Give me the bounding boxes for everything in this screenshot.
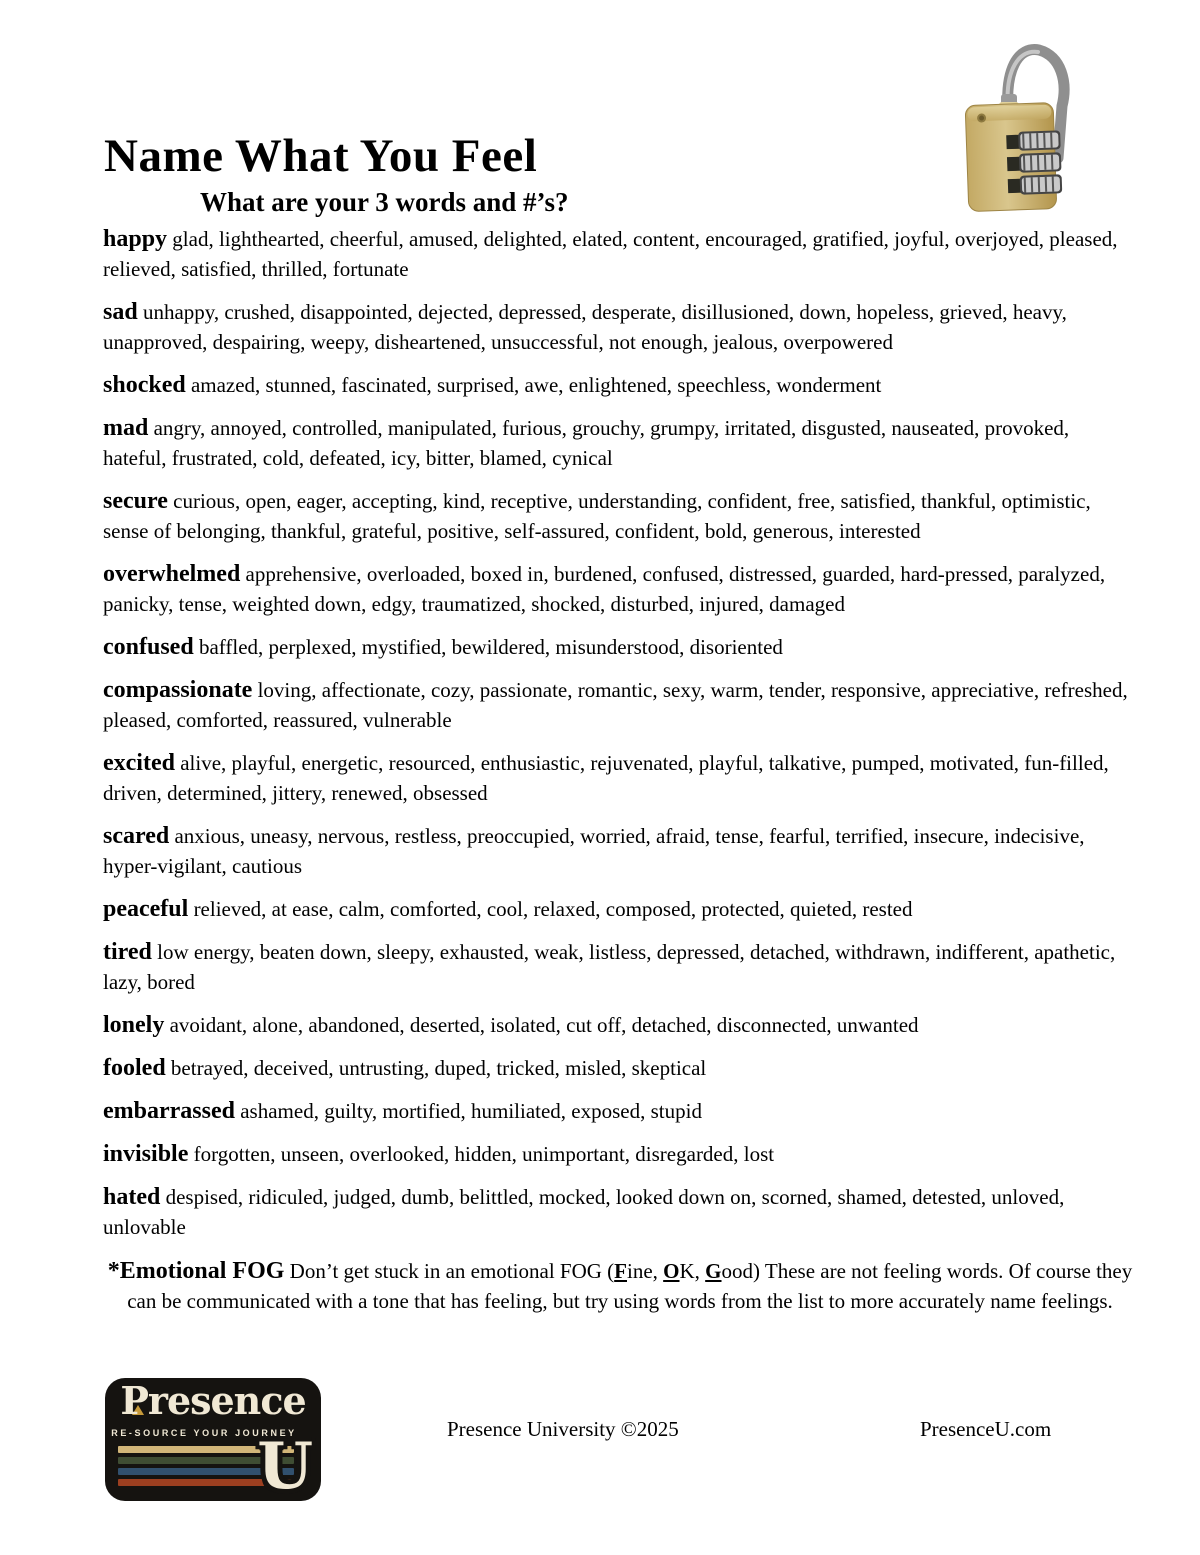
feeling-term: lonely: [103, 1012, 165, 1038]
emotional-fog-note: [103, 1256, 1137, 1316]
feeling-words: angry, annoyed, controlled, manipulated, furious, grouchy, grumpy, irritated, disgusted, nauseated, provoked, hateful, frustrated, cold, defeated, icy, bitter, blamed, cynical: [103, 416, 1070, 470]
fog-note-text: K,: [679, 1259, 706, 1283]
feeling-entry-invisible: [103, 1139, 1137, 1169]
feeling-entry-sad: [103, 297, 1137, 357]
feeling-words: avoidant, alone, abandoned, deserted, isolated, cut off, detached, disconnected, unwanted: [169, 1013, 919, 1037]
feeling-entry-embarrassed: [103, 1096, 1137, 1126]
feeling-words: curious, open, eager, accepting, kind, receptive, understanding, confident, free, satisfied, thankful, optimistic, sense of belonging, thankful, grateful, positive, self-assured, confident, bold, generous, interested: [103, 489, 1091, 543]
feeling-term: mad: [103, 415, 149, 441]
feeling-term: compassionate: [103, 677, 253, 703]
feelings-list: [103, 224, 1137, 1316]
feeling-words: betrayed, deceived, untrusting, duped, tricked, misled, skeptical: [170, 1056, 707, 1080]
fog-underlined-f: F: [614, 1259, 627, 1283]
combination-padlock-icon: [952, 38, 1102, 216]
feeling-term: invisible: [103, 1141, 189, 1167]
feeling-entry-excited: [103, 748, 1137, 808]
feeling-words: glad, lighthearted, cheerful, amused, delighted, elated, content, encouraged, gratified, joyful, overjoyed, pleased, relieved, satisfied, thrilled, fortunate: [103, 227, 1118, 281]
feeling-words: loving, affectionate, cozy, passionate, romantic, sexy, warm, tender, responsive, appreciative, refreshed, pleased, comforted, reassured, vulnerable: [103, 678, 1128, 732]
feeling-entry-peaceful: [103, 894, 1137, 924]
feeling-words: anxious, uneasy, nervous, restless, preoccupied, worried, afraid, tense, fearful, terrified, insecure, indecisive, hyper-vigilant, cautious: [103, 824, 1085, 878]
feeling-entry-mad: [103, 413, 1137, 473]
fog-note-text: ) These are not feeling words. Of course they can be communicated with a tone that has feeling, but try using words from the list to more accurately name feelings.: [127, 1259, 1133, 1313]
feeling-entry-overwhelmed: [103, 559, 1137, 619]
logo-brand-text: Presence: [120, 1378, 306, 1423]
feeling-term: secure: [103, 488, 168, 514]
feeling-term: embarrassed: [103, 1098, 235, 1124]
feeling-term: excited: [103, 750, 175, 776]
feeling-term: hated: [103, 1184, 161, 1210]
page-title: Name What You Feel: [104, 130, 538, 183]
fog-note-text: Don’t get stuck in an emotional FOG (: [284, 1259, 615, 1283]
feeling-entry-confused: [103, 632, 1137, 662]
fog-underlined-g: G: [705, 1259, 722, 1283]
feeling-entry-happy: [103, 224, 1137, 284]
fog-note-text: ood: [721, 1259, 754, 1283]
presence-u-logo: [105, 1378, 321, 1501]
fog-note-lead: *Emotional FOG: [107, 1258, 285, 1284]
fog-note-text: ine,: [627, 1259, 664, 1283]
feeling-term: happy: [103, 226, 168, 252]
feeling-words: apprehensive, overloaded, boxed in, burdened, confused, distressed, guarded, hard-pressed, paralyzed, panicky, tense, weighted down, edgy, traumatized, shocked, disturbed, injured, damaged: [103, 562, 1106, 616]
feeling-term: scared: [103, 823, 170, 849]
logo-u-letter: U: [257, 1429, 313, 1501]
feeling-words: ashamed, guilty, mortified, humiliated, exposed, stupid: [240, 1099, 702, 1123]
footer-copyright: Presence University ©2025: [447, 1417, 679, 1441]
feeling-term: sad: [103, 299, 138, 325]
feeling-term: shocked: [103, 372, 186, 398]
feeling-term: tired: [103, 939, 152, 965]
feeling-term: fooled: [103, 1055, 166, 1081]
feeling-term: overwhelmed: [103, 561, 241, 587]
feeling-words: relieved, at ease, calm, comforted, cool, relaxed, composed, protected, quieted, rested: [193, 897, 913, 921]
fog-underlined-o: O: [663, 1259, 680, 1283]
feeling-entry-fooled: [103, 1053, 1137, 1083]
feeling-entry-compassionate: [103, 675, 1137, 735]
feeling-words: despised, ridiculed, judged, dumb, belittled, mocked, looked down on, scorned, shamed, detested, unloved, unlovable: [103, 1185, 1065, 1239]
page-subtitle: What are your 3 words and #’s?: [200, 187, 569, 218]
feeling-entry-hated: [103, 1182, 1137, 1242]
feeling-entry-lonely: [103, 1010, 1137, 1040]
feeling-entry-scared: [103, 821, 1137, 881]
logo-tagline: RE-SOURCE YOUR JOURNEY: [111, 1428, 297, 1438]
feeling-term: confused: [103, 634, 194, 660]
footer-website-link[interactable]: PresenceU.com: [920, 1417, 1052, 1441]
feeling-words: alive, playful, energetic, resourced, enthusiastic, rejuvenated, playful, talkative, pumped, motivated, fun-filled, driven, determined, jittery, renewed, obsessed: [103, 751, 1109, 805]
feeling-words: amazed, stunned, fascinated, surprised, awe, enlightened, speechless, wonderment: [190, 373, 882, 397]
feeling-entry-shocked: [103, 370, 1137, 400]
feeling-words: unhappy, crushed, disappointed, dejected, depressed, desperate, disillusioned, down, hopeless, grieved, heavy, unapproved, despairing, weepy, disheartened, unsuccessful, not enough, jealous, overpowered: [103, 300, 1067, 354]
feeling-words: baffled, perplexed, mystified, bewildered, misunderstood, disoriented: [198, 635, 783, 659]
feeling-words: low energy, beaten down, sleepy, exhausted, weak, listless, depressed, detached, withdrawn, indifferent, apathetic, lazy, bored: [103, 940, 1116, 994]
feeling-term: peaceful: [103, 896, 189, 922]
feeling-words: forgotten, unseen, overlooked, hidden, unimportant, disregarded, lost: [193, 1142, 775, 1166]
feeling-entry-tired: [103, 937, 1137, 997]
feeling-entry-secure: [103, 486, 1137, 546]
